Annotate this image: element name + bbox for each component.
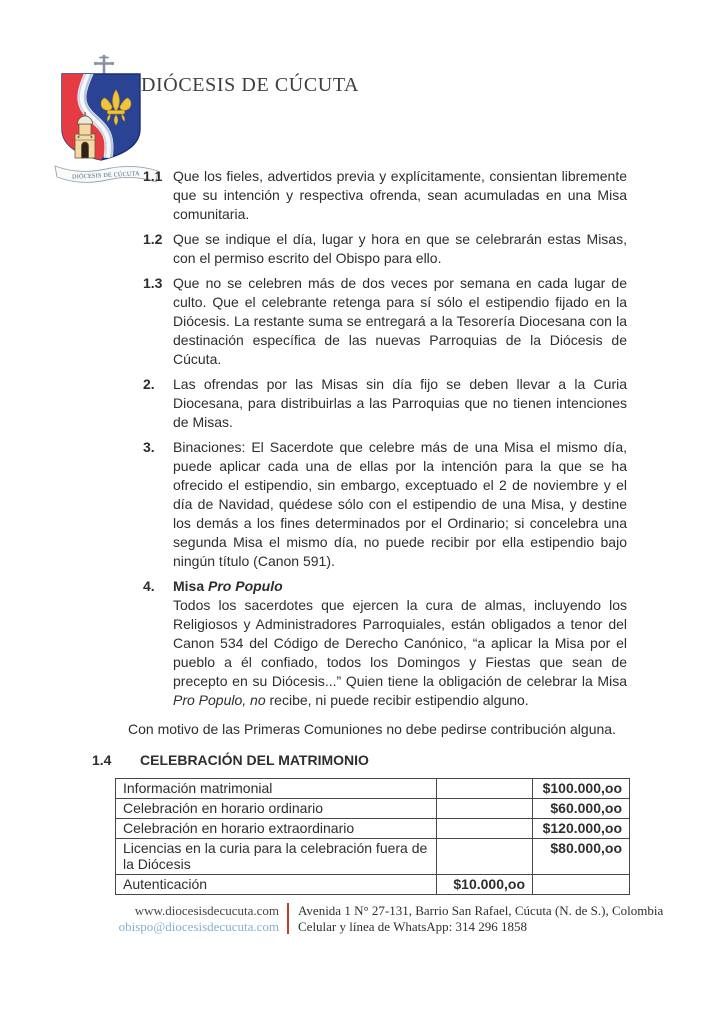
note-text: Con motivo de las Primeras Comuniones no debe pedirse contribución alguna.	[128, 721, 616, 737]
item-body	[173, 167, 627, 224]
list-item	[143, 274, 627, 369]
page-title: DIÓCESIS DE CÚCUTA	[141, 74, 360, 96]
list-item	[143, 167, 627, 224]
table-cell-concept: Información matrimonial	[116, 779, 437, 799]
item-text: Binaciones: El Sacerdote que celebre más de una Misa el mismo día, puede aplicar cada una de ellas por la intención para la que se ha ofrecido el estipendio, sin embargo, exceptuado el 2 de noviembre y el día de Navidad, quédese sólo con el estipendio de una Misa, y destine los demás a los fines determinados por el Ordinario; si concelebra una segunda Misa el mismo día, no puede recibir por ella estipendio bajo ningún título (Canon 591).	[173, 439, 627, 569]
list-item	[143, 375, 627, 432]
table-cell-mid-value: $10.000,oo	[437, 875, 533, 895]
document-content	[0, 167, 724, 934]
table-row	[116, 799, 630, 819]
item-text: Que se indique el día, lugar y hora en que se celebrarán estas Misas, con el permiso escrito del Obispo para ello.	[173, 231, 627, 266]
item-text: Las ofrendas por las Misas sin día fijo se deben llevar a la Curia Diocesana, para distribuirlas a las Parroquias que no tienen intenciones de Misas.	[173, 376, 627, 430]
table-cell-mid-value	[437, 799, 533, 819]
table-row	[116, 819, 630, 839]
item-number: 2.	[143, 376, 155, 392]
item-number: 1.1	[143, 168, 163, 184]
item-body	[173, 375, 627, 432]
section-number: 1.4	[92, 752, 112, 768]
item-body	[173, 274, 627, 369]
section-title: CELEBRACIÓN DEL MATRIMONIO	[140, 752, 369, 768]
address-text: Avenida 1 N° 27-131, Barrio San Rafael, Cúcuta (N. de S.), Colombia	[298, 903, 664, 918]
table-cell-concept: Celebración en horario ordinario	[116, 799, 437, 819]
table-cell-mid-value	[437, 779, 533, 799]
table-cell-value: $60.000,oo	[533, 799, 630, 819]
table-cell-value	[533, 875, 630, 895]
numbered-list	[143, 167, 627, 710]
phone-text: Celular y línea de WhatsApp: 314 296 1858	[298, 918, 528, 934]
crest-banner-text: DIÓCESIS DE CÚCUTA	[71, 170, 140, 181]
crest-shield	[62, 71, 140, 160]
section-heading	[92, 751, 724, 770]
table-cell-value: $100.000,oo	[533, 779, 630, 799]
footer	[93, 903, 724, 934]
list-item	[143, 577, 627, 710]
item-body	[173, 438, 627, 571]
list-item	[143, 438, 627, 571]
table-cell-concept: Celebración en horario extraordinario	[116, 819, 437, 839]
website-link[interactable]: www.diocesisdecucuta.com	[134, 903, 279, 918]
email-link[interactable]: obispo@diocesisdecucuta.com	[118, 918, 279, 934]
table-cell-mid-value	[437, 819, 533, 839]
item-body	[173, 230, 627, 268]
item-text: Que los fieles, advertidos previa y explícitamente, consientan libremente que su intención y respectiva ofrenda, sean acumuladas en una Misa comunitaria.	[173, 168, 627, 222]
item-number: 3.	[143, 439, 155, 455]
table-cell-value: $120.000,oo	[533, 819, 630, 839]
fees-table-body	[116, 779, 630, 895]
item-number: 4.	[143, 578, 155, 594]
item-text: Todos los sacerdotes que ejercen la cura de almas, incluyendo los Religiosos y Administradores Parroquiales, están obligados a tenor del Canon 534 del Código de Derecho Canónico, “a aplicar la Misa por el pueblo a él confiado, todos los Domingos y Fiestas que sean de precepto en su Diócesis...” Quien tiene la obligación de celebrar la Misa Pro Populo, no recibe, ni puede recibir estipendio alguno.	[173, 597, 627, 708]
table-cell-value: $80.000,oo	[533, 839, 630, 875]
table-cell-concept: Autenticación	[116, 875, 437, 895]
item-number: 1.3	[143, 275, 163, 291]
table-row	[116, 839, 630, 875]
item-number: 1.2	[143, 231, 163, 247]
table-cell-mid-value	[437, 839, 533, 875]
table-cell-concept: Licencias en la curia para la celebración fuera de la Diócesis	[116, 839, 437, 875]
fees-table	[115, 778, 630, 895]
footer-address-block	[289, 903, 663, 934]
item-heading: Misa Pro Populo	[173, 578, 283, 594]
table-row	[116, 875, 630, 895]
list-item	[143, 230, 627, 268]
footer-contact-links	[93, 903, 279, 934]
item-body	[173, 577, 627, 710]
crest-cross-icon	[94, 55, 114, 75]
item-text: Que no se celebren más de dos veces por semana en cada lugar de culto. Que el celebrante retenga para sí sólo el estipendio fijado en la Diócesis. La restante suma se entregará a la Tesorería Diocesana con la destinación específica de las nuevas Parroquias de la Diócesis de Cúcuta.	[173, 275, 627, 367]
table-row	[116, 779, 630, 799]
